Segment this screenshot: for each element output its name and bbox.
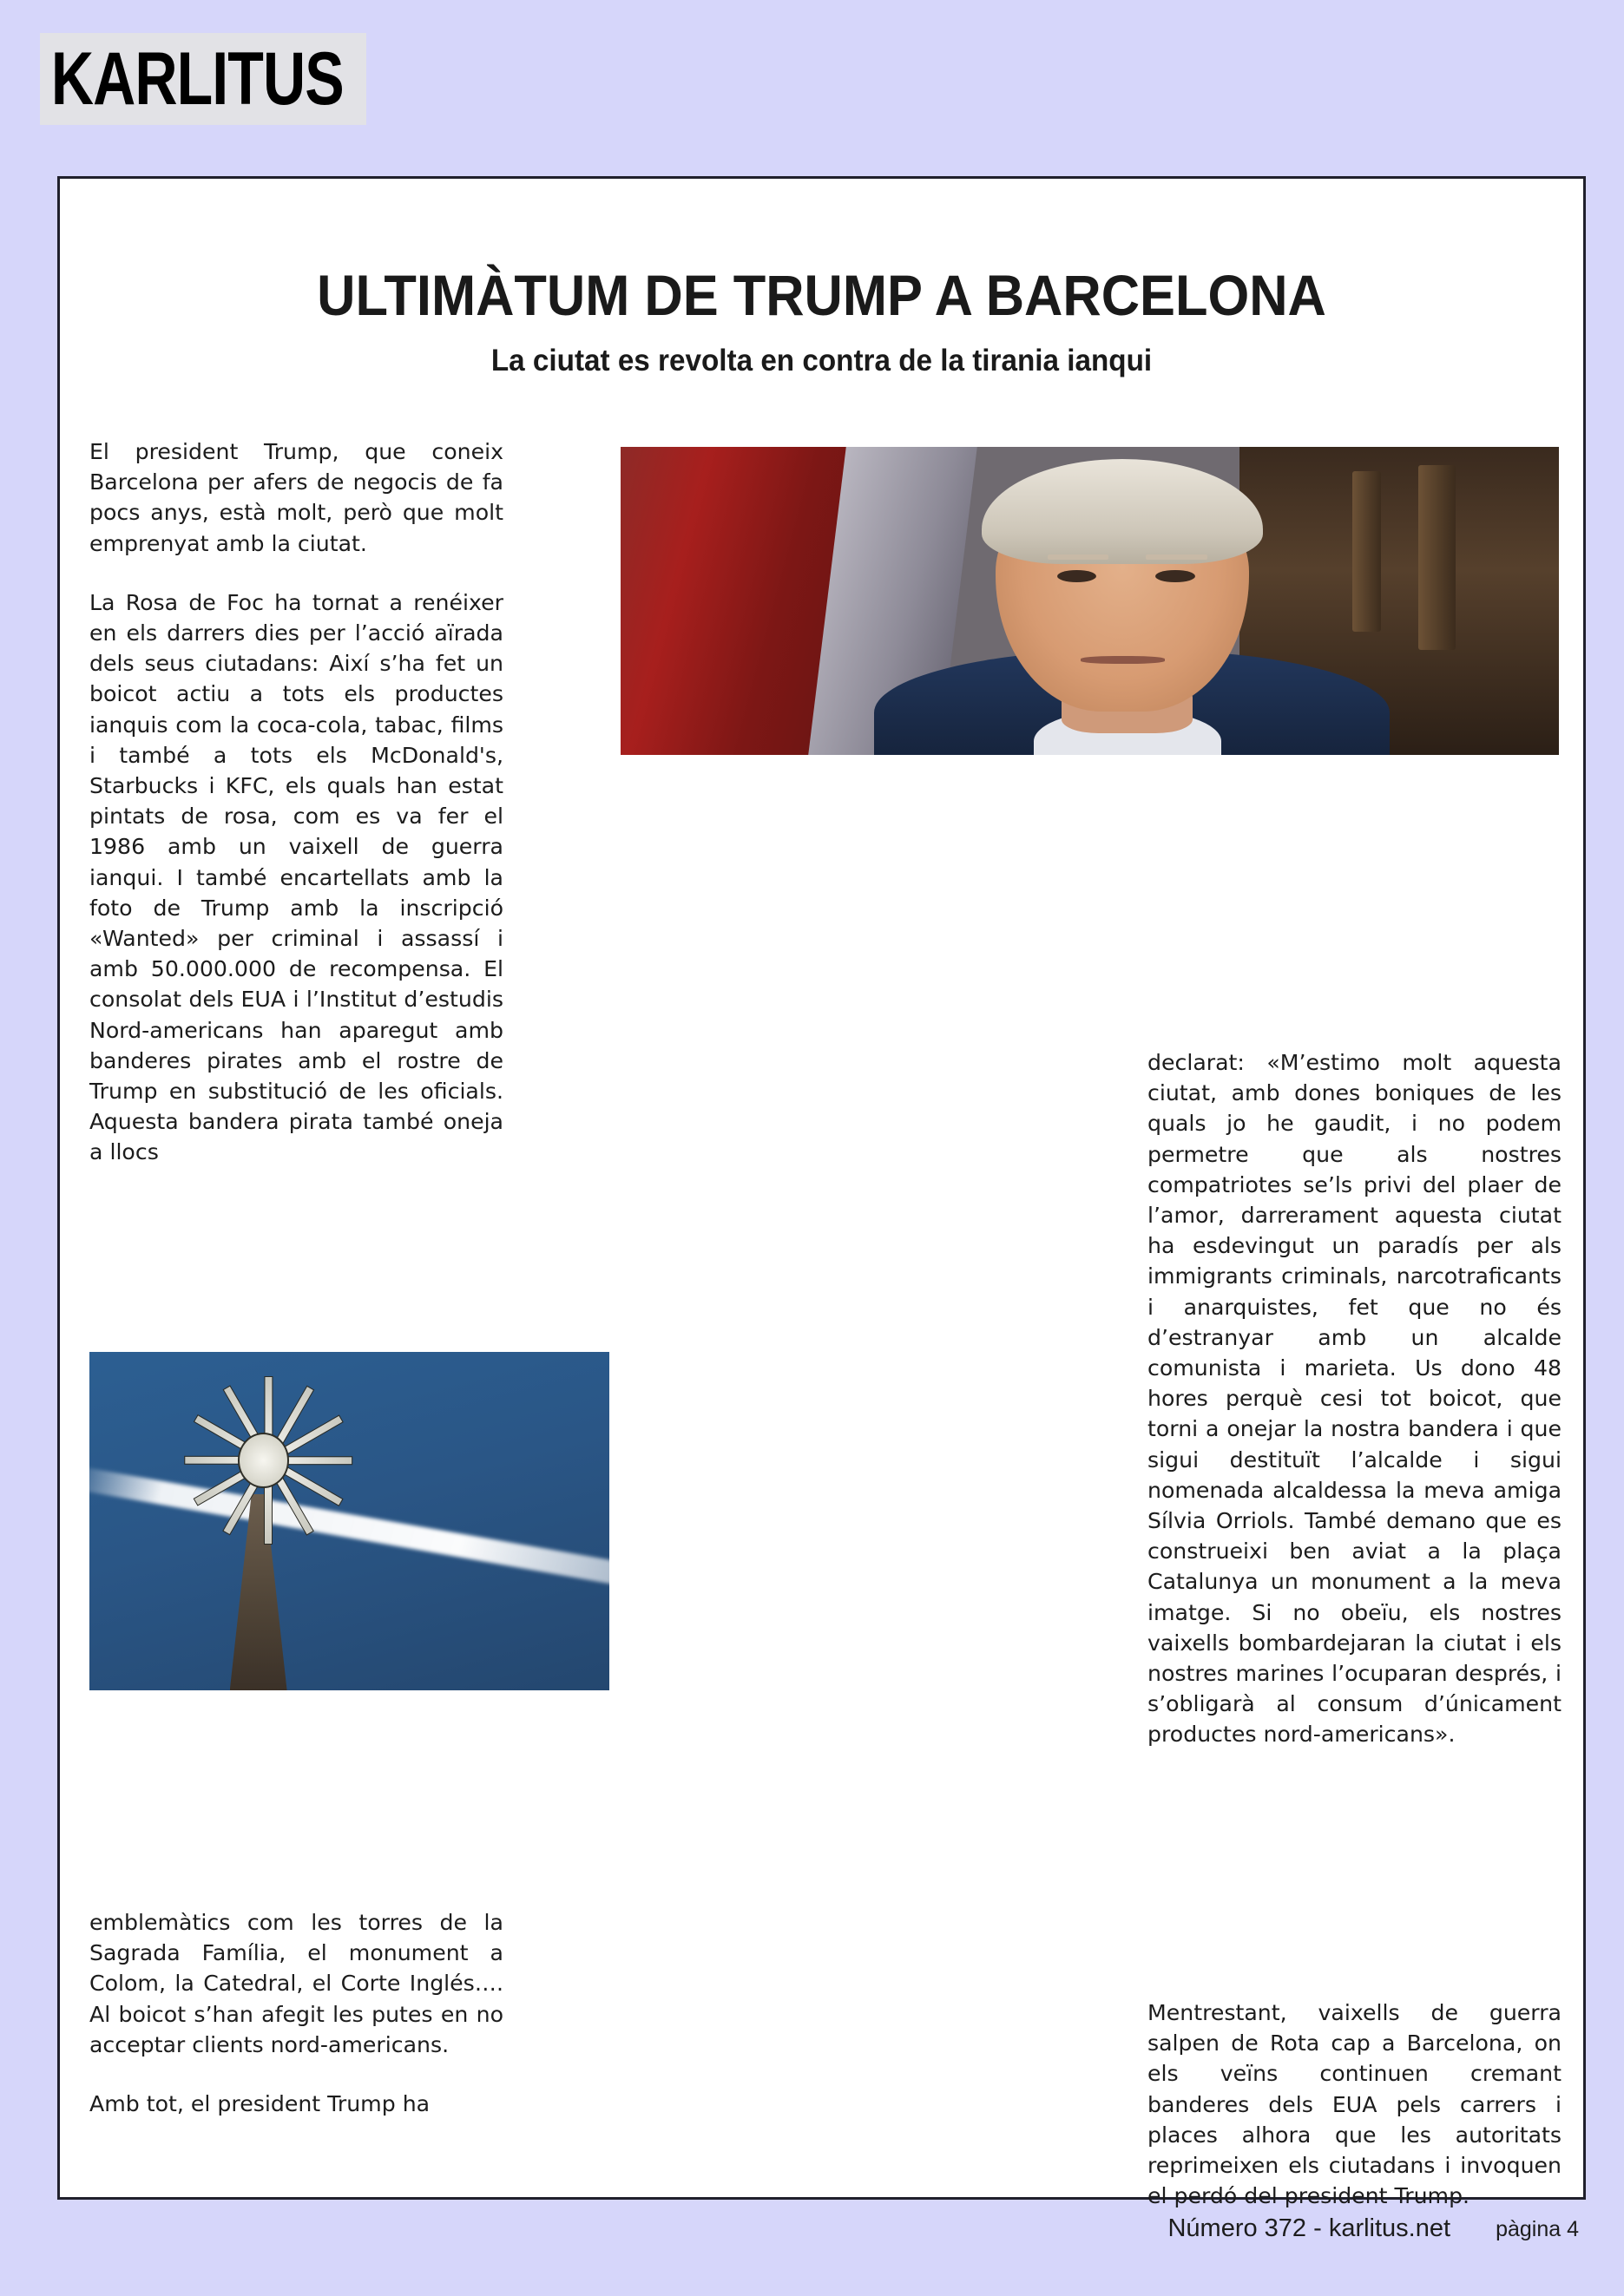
article-left-column-top: [89, 436, 503, 1168]
wall-column-detail: [1418, 465, 1456, 650]
footer-page-number: pàgina 4: [1496, 2217, 1579, 2241]
paragraph: Mentrestant, vaixells de guerra salpen de Rota cap a Barcelona, on els veïns continuen cremant banderes dels EUA pels carrers i places alhora que les autoritats reprimeixen els ciutadans i invoquen el perdó del president Trump.: [1147, 2000, 1562, 2209]
masthead-title: KARLITUS: [50, 36, 344, 121]
eye-right: [1155, 570, 1194, 582]
mouth: [1081, 656, 1165, 664]
sagrada-familia-star-photo: [89, 1352, 609, 1690]
eyebrow-right: [1146, 554, 1206, 560]
star-center: [238, 1433, 289, 1488]
paragraph: emblemàtics com les torres de la Sagrada Família, el monument a Colom, la Catedral, el Corte Inglés…. Al boicot s’han afegit les putes en no acceptar clients nord-americans.: [89, 1910, 503, 2057]
masthead: [40, 33, 366, 125]
paragraph: declarat: «M’estimo molt aquesta ciutat, amb dones boniques de les quals jo he gaudit, i no podem permetre que als nostres compatriotes se’ls privi del plaer de l’amor, darrerament aquesta ciutat ha esdevingut un paradís per als immigrants criminals, narcotraficants i anarquistes, fet que no és d’estranyar amb un alcalde comunista i marieta. Us dono 48 hores perquè cesi tot boicot, que torni a onejar la nostra bandera i que sigui destituït l’alcalde i sigui nomenada alcaldessa la meva amiga Sílvia Orriols. També demano que es construeixi ben aviat a la plaça Catalunya un monument a la meva imatge. Si no obeïu, els nostres vaixells bombardejaran la ciutat i els nostres marines l’ocuparan després, i s’obligarà al consum d’únicament productes nord-americans».: [1147, 1050, 1562, 1748]
page-footer: [57, 2214, 1586, 2243]
twelve-pointed-star: [188, 1379, 339, 1541]
paragraph: La Rosa de Foc ha tornat a renéixer en els darrers dies per l’acció aïrada dels seus ciutadans: Així s’ha fet un boicot actiu a tots els productes ianquis com la coca-cola, tabac, films i també a tots els McDonald's, Starbucks i KFC, els quals han estat pintats de rosa, com es va fer el 1986 amb un vaixell de guerra ianqui. I també encartellats amb la foto de Trump amb la inscripció «Wanted» per criminal i assassí i amb 50.000.000 de recompensa. El consolat dels EUA i l’Institut d’estudis Nord-americans han aparegut amb banderes pirates amb el rostre de Trump en substitució de les oficials. Aquesta bandera pirata també oneja a llocs: [89, 589, 503, 1165]
paragraph: Amb tot, el president Trump ha: [89, 2091, 431, 2117]
article-right-column-bottom: [1147, 1998, 1562, 2211]
page-title: ULTIMÀTUM DE TRUMP A BARCELONA: [317, 263, 1326, 327]
newspaper-page: [57, 176, 1586, 2209]
wall-column-detail-2: [1352, 471, 1380, 632]
page-subtitle: La ciutat es revolta en contra de la tirania ianqui: [490, 344, 1153, 377]
trump-portrait-photo: [621, 447, 1559, 755]
eyebrow-left: [1048, 554, 1108, 560]
footer-issue-label: Número 372 - karlitus.net: [1167, 2214, 1451, 2242]
article-right-column-top: [1147, 1047, 1562, 1750]
paragraph: El president Trump, que coneix Barcelona per afers de negocis de fa pocs anys, està molt, però que molt emprenyat amb la ciutat.: [89, 439, 503, 556]
article-left-column-bottom: [89, 1907, 503, 2119]
